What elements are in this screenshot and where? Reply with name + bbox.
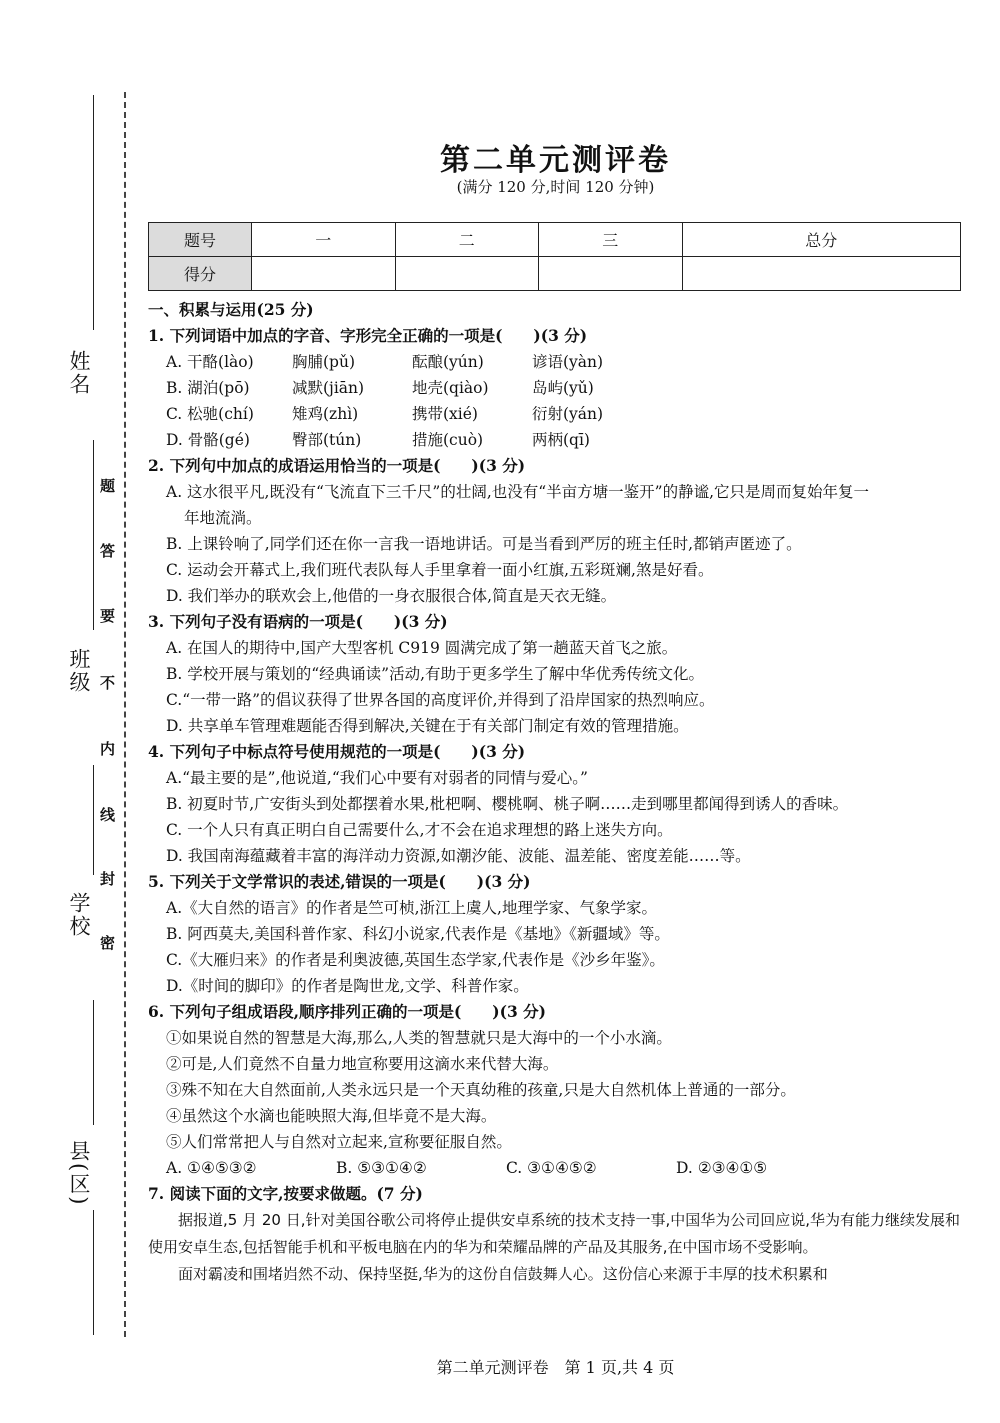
- q1-option: C. 松驰(chí): [166, 405, 254, 423]
- q6-sentence: ④虽然这个水滴也能映照大海,但毕竟不是大海。: [166, 1107, 497, 1125]
- q6-choice: A. ①④⑤③②: [166, 1159, 257, 1177]
- q4-option-b: B. 初夏时节,广安街头到处都摆着水果,枇杷啊、樱桃啊、桃子啊……走到哪里都闻得到诱人的香味。: [166, 795, 849, 813]
- score-header-cell: 题号: [149, 223, 252, 257]
- q1-option: 胸脯(pǔ): [292, 353, 355, 371]
- score-label-cell: 得分: [149, 257, 252, 291]
- score-header-cell: 二: [395, 223, 539, 257]
- score-header-cell: 一: [252, 223, 396, 257]
- page-subtitle: (满分 120 分,时间 120 分钟): [456, 178, 655, 196]
- seal-char: 不: [100, 674, 116, 692]
- page-title: 第二单元测评卷: [440, 143, 671, 178]
- q7-passage-paragraph: 据报道,5 月 20 日,针对美国谷歌公司将停止提供安卓系统的技术支持一事,中国华为公司回应说,华为有能力继续发展和使用安卓生态,包括智能手机和平板电脑在内的华为和荣耀品牌的产品及其服务,在中国市场不受影响。: [148, 1211, 961, 1256]
- q6-choice: D. ②③④①⑤: [676, 1159, 768, 1177]
- q1-option: A. 干酪(lào): [166, 353, 254, 371]
- score-input-cell[interactable]: [252, 257, 396, 291]
- q4-option-a: A.“最主要的是”,他说道,“我们心中要有对弱者的同情与爱心。”: [166, 769, 588, 787]
- q6-sentence: ②可是,人们竟然不自量力地宣称要用这滴水来代替大海。: [166, 1055, 559, 1073]
- county-field-line-lower: [93, 1210, 94, 1335]
- q4-option-d: D. 我国南海蕴藏着丰富的海洋动力资源,如潮汐能、波能、温差能、密度差能……等。: [166, 847, 751, 865]
- score-header-cell: 总分: [682, 223, 961, 257]
- score-header-cell: 三: [539, 223, 683, 257]
- class-field-label: 班级: [67, 648, 91, 694]
- q2-option-c: C. 运动会开幕式上,我们班代表队每人手里拿着一面小红旗,五彩斑斓,煞是好看。: [166, 561, 714, 579]
- seal-char: 答: [100, 542, 116, 560]
- q6-choice: C. ③①④⑤②: [506, 1159, 597, 1177]
- seal-line: [124, 92, 126, 1337]
- q5-option-c: C.《大雁归来》的作者是利奥波德,英国生态学家,代表作是《沙乡年鉴》。: [166, 951, 665, 969]
- question-3-stem: 3. 下列句子没有语病的一项是( )(3 分): [148, 612, 448, 631]
- q3-option-a: A. 在国人的期待中,国产大型客机 C919 圆满完成了第一趟蓝天首飞之旅。: [166, 639, 678, 657]
- questions: [148, 297, 963, 1288]
- q5-option-d: D.《时间的脚印》的作者是陶世龙,文学、科普作家。: [166, 977, 529, 995]
- q1-option: D. 骨骼(gé): [166, 431, 250, 449]
- binding-margin: [0, 0, 140, 1423]
- question-5-stem: 5. 下列关于文学常识的表述,错误的一项是( )(3 分): [148, 872, 531, 891]
- seal-char: 要: [100, 607, 116, 625]
- q1-option: 两柄(qī): [532, 431, 590, 449]
- class-field-line: [93, 440, 94, 630]
- q1-option: 携带(xié): [412, 405, 478, 423]
- q2-option-a-cont: 年地流淌。: [184, 509, 262, 527]
- score-input-cell[interactable]: [395, 257, 539, 291]
- q1-option: 臀部(tún): [292, 431, 362, 449]
- seal-char: 封: [100, 870, 116, 888]
- school-field-line: [93, 765, 94, 875]
- q1-option: 地壳(qiào): [412, 379, 489, 397]
- school-field-label: 学校: [67, 892, 91, 938]
- q3-option-c: C.“一带一路”的倡议获得了世界各国的高度评价,并得到了沿岸国家的热烈响应。: [166, 691, 715, 709]
- question-7-stem: 7. 阅读下面的文字,按要求做题。(7 分): [148, 1184, 423, 1203]
- q1-option-row-d: [148, 427, 963, 453]
- seal-char: 密: [100, 934, 116, 952]
- score-table: [148, 222, 961, 291]
- question-4-stem: 4. 下列句子中标点符号使用规范的一项是( )(3 分): [148, 742, 526, 761]
- name-field-label: 姓名: [67, 350, 91, 396]
- question-1-stem: 1. 下列词语中加点的字音、字形完全正确的一项是( )(3 分): [148, 326, 588, 345]
- q1-option: 酝酿(yún): [412, 353, 484, 371]
- q6-choice: B. ⑤③①④②: [336, 1159, 427, 1177]
- q1-option: B. 湖泊(pō): [166, 379, 250, 397]
- q3-option-d: D. 共享单车管理难题能否得到解决,关键在于有关部门制定有效的管理措施。: [166, 717, 689, 735]
- score-table-header-row: [149, 223, 961, 257]
- q1-option-row-c: [148, 401, 963, 427]
- q4-option-c: C. 一个人只有真正明白自己需要什么,才不会在追求理想的路上迷失方向。: [166, 821, 673, 839]
- seal-char: 题: [100, 477, 116, 495]
- q1-option: 减默(jiān): [292, 379, 365, 397]
- q1-option: 雉鸡(zhì): [292, 405, 359, 423]
- score-table-score-row: [149, 257, 961, 291]
- name-field-line: [93, 95, 94, 330]
- q7-passage-paragraph: 面对霸凌和围堵岿然不动、保持坚挺,华为的这份自信鼓舞人心。这份信心来源于丰厚的技术积累和: [178, 1265, 828, 1283]
- q2-option-a: A. 这水很平凡,既没有“飞流直下三千尺”的壮阔,也没有“半亩方塘一鉴开”的静谧,它只是周而复始年复一: [166, 483, 870, 501]
- q1-option: 措施(cuò): [412, 431, 484, 449]
- q6-sentence: ③殊不知在大自然面前,人类永远只是一个天真幼稚的孩童,只是大自然机体上普通的一部分。: [166, 1081, 796, 1099]
- seal-char: 内: [100, 740, 116, 758]
- q1-option: 谚语(yàn): [532, 353, 604, 371]
- seal-char: 线: [100, 806, 116, 824]
- q2-option-d: D. 我们举办的联欢会上,他借的一身衣服很合体,简直是天衣无缝。: [166, 587, 617, 605]
- page-footer: 第二单元测评卷 第 1 页,共 4 页: [436, 1358, 675, 1377]
- score-input-cell[interactable]: [682, 257, 961, 291]
- score-input-cell[interactable]: [539, 257, 683, 291]
- q1-option: 衍射(yán): [532, 405, 604, 423]
- county-field-label: 县(区): [67, 1140, 91, 1207]
- question-6-stem: 6. 下列句子组成语段,顺序排列正确的一项是( )(3 分): [148, 1002, 546, 1021]
- q2-option-b: B. 上课铃响了,同学们还在你一言我一语地讲话。可是当看到严厉的班主任时,都销声匿迹了。: [166, 535, 802, 553]
- q5-option-b: B. 阿西莫夫,美国科普作家、科幻小说家,代表作是《基地》《新疆域》等。: [166, 925, 670, 943]
- q3-option-b: B. 学校开展与策划的“经典诵读”活动,有助于更多学生了解中华优秀传统文化。: [166, 665, 705, 683]
- q1-option-row-b: [148, 375, 963, 401]
- q1-option: 岛屿(yǔ): [532, 379, 594, 397]
- question-2-stem: 2. 下列句中加点的成语运用恰当的一项是( )(3 分): [148, 456, 526, 475]
- q5-option-a: A.《大自然的语言》的作者是竺可桢,浙江上虞人,地理学家、气象学家。: [166, 899, 657, 917]
- section-heading: 一、积累与运用(25 分): [148, 300, 314, 319]
- q6-sentence: ⑤人们常常把人与自然对立起来,宣称要征服自然。: [166, 1133, 512, 1151]
- q6-sentence: ①如果说自然的智慧是大海,那么,人类的智慧就只是大海中的一个小水滴。: [166, 1029, 672, 1047]
- q6-choices: [148, 1155, 963, 1181]
- county-field-line: [93, 1000, 94, 1125]
- q1-option-row-a: [148, 349, 963, 375]
